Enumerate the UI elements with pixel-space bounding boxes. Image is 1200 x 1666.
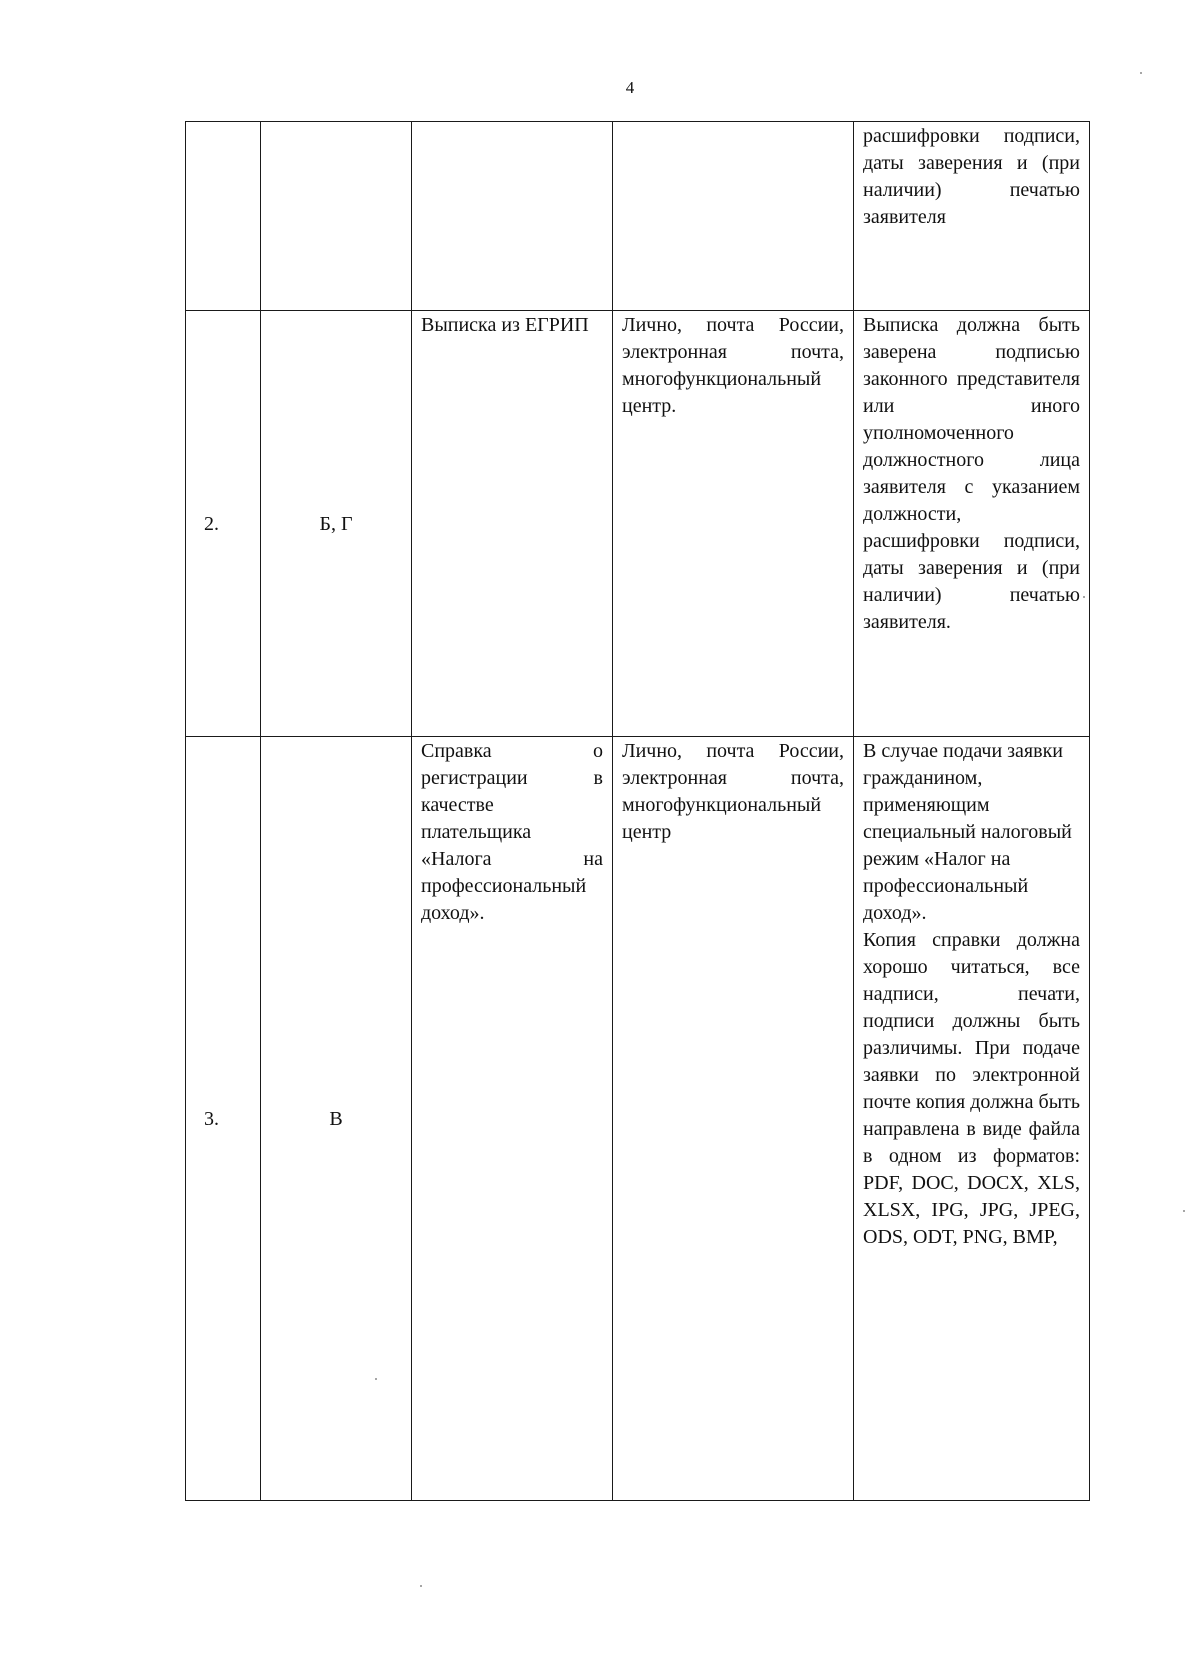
table-row [186,122,1090,311]
scan-speck [375,1378,377,1380]
requirements-cell: Выписка должна быть заверена подписью законного представителя или иного уполномоченного должностного лица заявителя с указанием должности, расшифровки подписи, даты заверения и (при наличии) печатью заявителя. [854,311,1090,737]
requirements-copy-rules: Копия справки должна хорошо читаться, все надписи, печати, подписи должны быть различимы. При подаче заявки по электронной почте копия должна быть направлена в виде файла в одном из форматов: PDF, DOC, DOCX, XLS, XLSX, IPG, JPG, JPEG, ODS, ODT, PNG, BMP, [863,929,1080,1248]
category-cell [261,122,412,311]
document-cell: Справка о регистрации в качестве плательщика «Налога на профессиональный доход». [412,737,613,1501]
document-cell [412,122,613,311]
table-row [186,737,1090,1501]
table-row [186,311,1090,737]
scan-speck [1183,1210,1185,1212]
requirements-cell [854,737,1090,1501]
scan-speck [1083,596,1085,598]
requirements-cell: расшифровки подписи, даты заверения и (при наличии) печатью заявителя [854,122,1090,311]
requirements-condition: В случае подачи заявки гражданином, применяющим специальный налоговый режим «Налог на профессиональный доход». [863,740,1072,924]
scan-speck [1140,72,1142,74]
method-cell: Лично, почта России, электронная почта, многофункциональный центр. [613,311,854,737]
scan-speck [420,1585,422,1587]
category-cell: В [261,737,412,1501]
page-number: 4 [625,78,635,97]
row-number-cell [186,122,261,311]
row-number-cell: 2. [186,311,261,737]
method-cell: Лично, почта России, электронная почта, многофункциональный центр [613,737,854,1501]
document-cell: Выписка из ЕГРИП [412,311,613,737]
requirements-table [185,121,1090,1501]
row-number-cell: 3. [186,737,261,1501]
method-cell [613,122,854,311]
category-cell: Б, Г [261,311,412,737]
